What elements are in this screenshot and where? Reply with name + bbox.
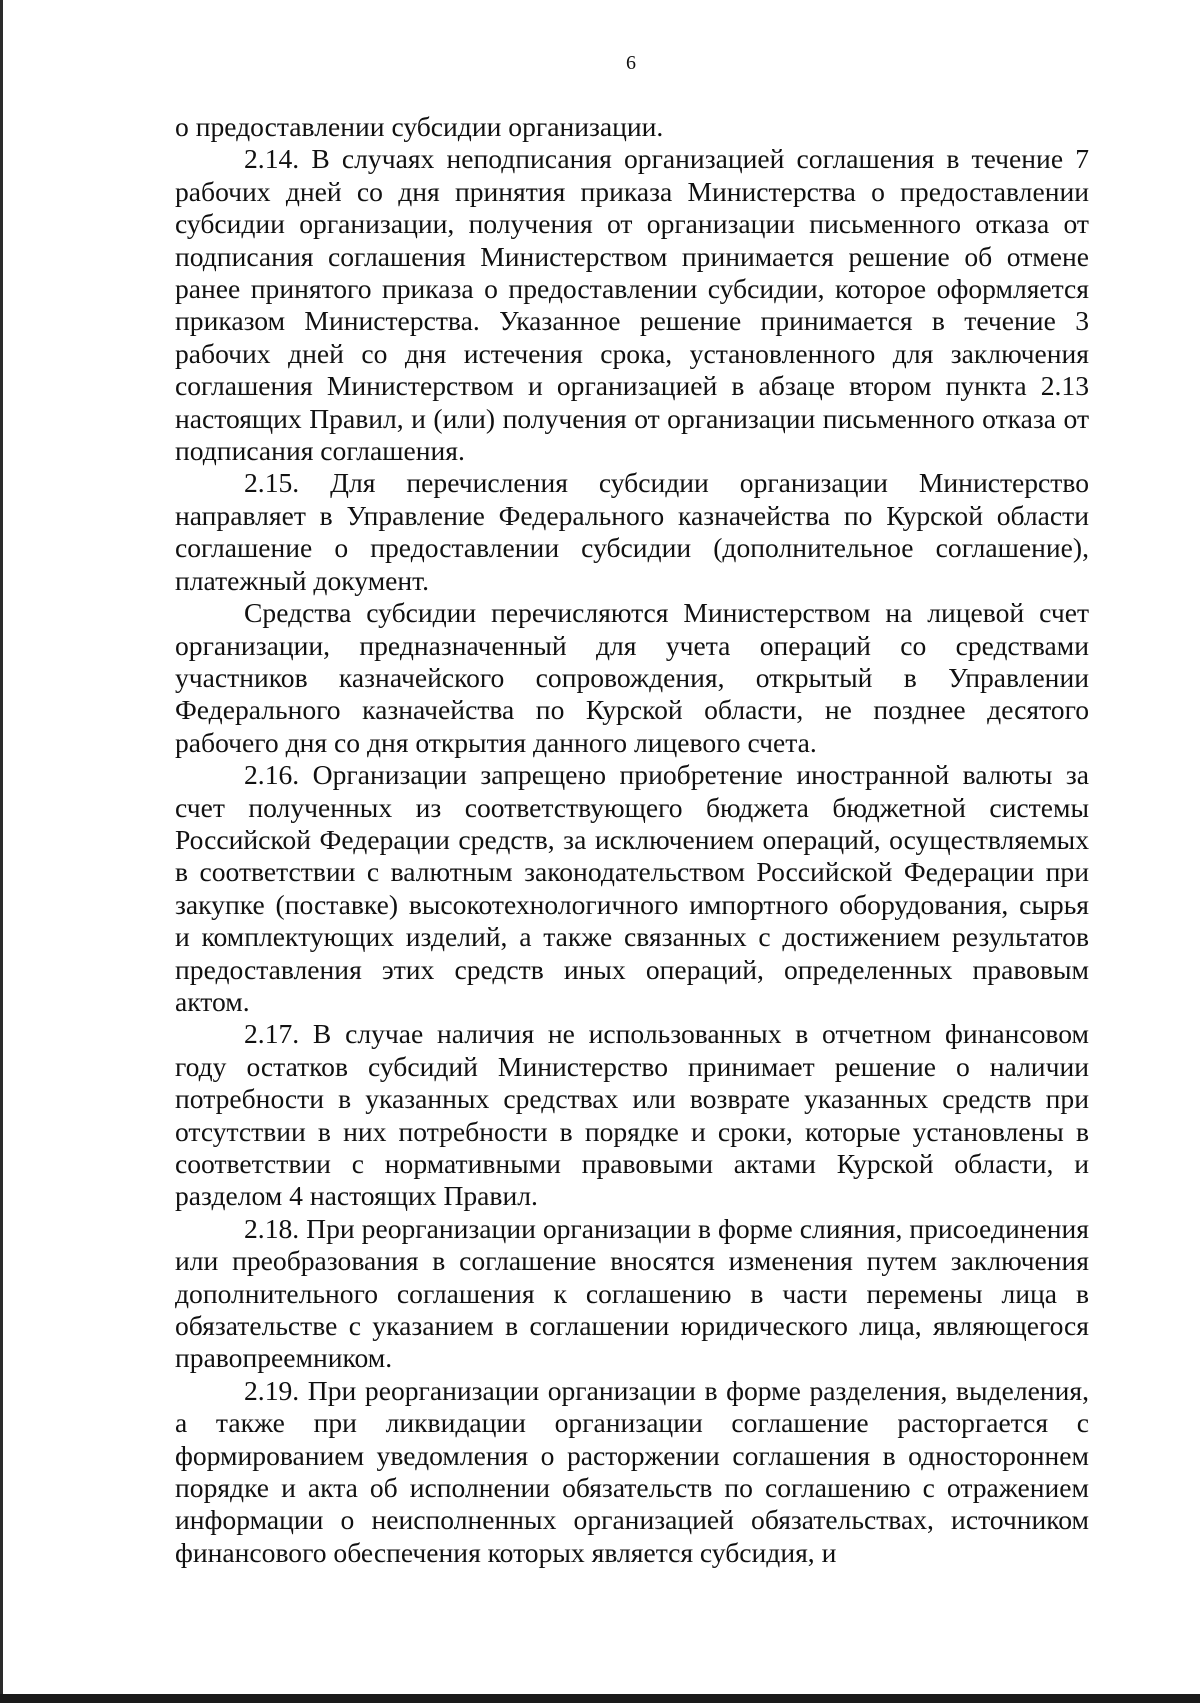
paragraph-2-15: 2.15. Для перечисления субсидии организации Министерство направляет в Управление Федерального казначейства по Курской области соглашение о предоставлении субсидии (дополнительное соглашение), платежный документ. (175, 467, 1089, 596)
page-number: 6 (626, 52, 636, 74)
paragraph-2-16: 2.16. Организации запрещено приобретение иностранной валюты за счет полученных из соответствующего бюджета бюджетной системы Российской Федерации средств, за исключением операций, осуществляемых в соответствии с валютным законодательством Российской Федерации при закупке (поставке) высокотехнологичного импортного оборудования, сырья и комплектующих изделий, а также связанных с достижением результатов предоставления этих средств иных операций, определенных правовым актом. (175, 759, 1089, 1017)
paragraph-2-14: 2.14. В случаях неподписания организацией соглашения в течение 7 рабочих дней со дня принятия приказа Министерства о предоставлении субсидии организации, получения от организации письменного отказа от подписания соглашения Министерством принимается решение об отмене ранее принятого приказа о предоставлении субсидии, которое оформляется приказом Министерства. Указанное решение принимается в течение 3 рабочих дней со дня истечения срока, установленного для заключения соглашения Министерством и организацией в абзаце втором пункта 2.13 настоящих Правил, и (или) получения от организации письменного отказа от подписания соглашения. (175, 143, 1089, 467)
paragraph-2-17: 2.17. В случае наличия не использованных в отчетном финансовом году остатков субсидий Министерство принимает решение о наличии потребности в указанных средствах или возврате указанных средств при отсутствии в них потребности в порядке и сроки, которые установлены в соответствии с нормативными правовыми актами Курской области, и разделом 4 настоящих Правил. (175, 1018, 1089, 1212)
scan-edge-left (0, 0, 3, 1703)
document-body (175, 111, 1089, 1569)
paragraph-2-18: 2.18. При реорганизации организации в форме слияния, присоединения или преобразования в соглашение вносятся изменения путем заключения дополнительного соглашения к соглашению в части перемены лица в обязательстве с указанием в соглашении юридического лица, являющегося правопреемником. (175, 1212, 1089, 1374)
paragraph-2-15-transfer: Средства субсидии перечисляются Министерством на лицевой счет организации, предназначенный для учета операций со средствами участников казначейского сопровождения, открытый в Управлении Федерального казначейства по Курской области, не позднее десятого рабочего дня со дня открытия данного лицевого счета. (175, 597, 1089, 758)
paragraph-2-19: 2.19. При реорганизации организации в форме разделения, выделения, а также при ликвидации организации соглашение расторгается с формированием уведомления о расторжении соглашения в одностороннем порядке и акта об исполнении обязательств по соглашению с отражением информации о неисполненных организацией обязательствах, источником финансового обеспечения которых является субсидия, и (175, 1374, 1089, 1568)
scan-edge-bottom (0, 1694, 1200, 1703)
paragraph-continuation: о предоставлении субсидии организации. (175, 111, 664, 142)
